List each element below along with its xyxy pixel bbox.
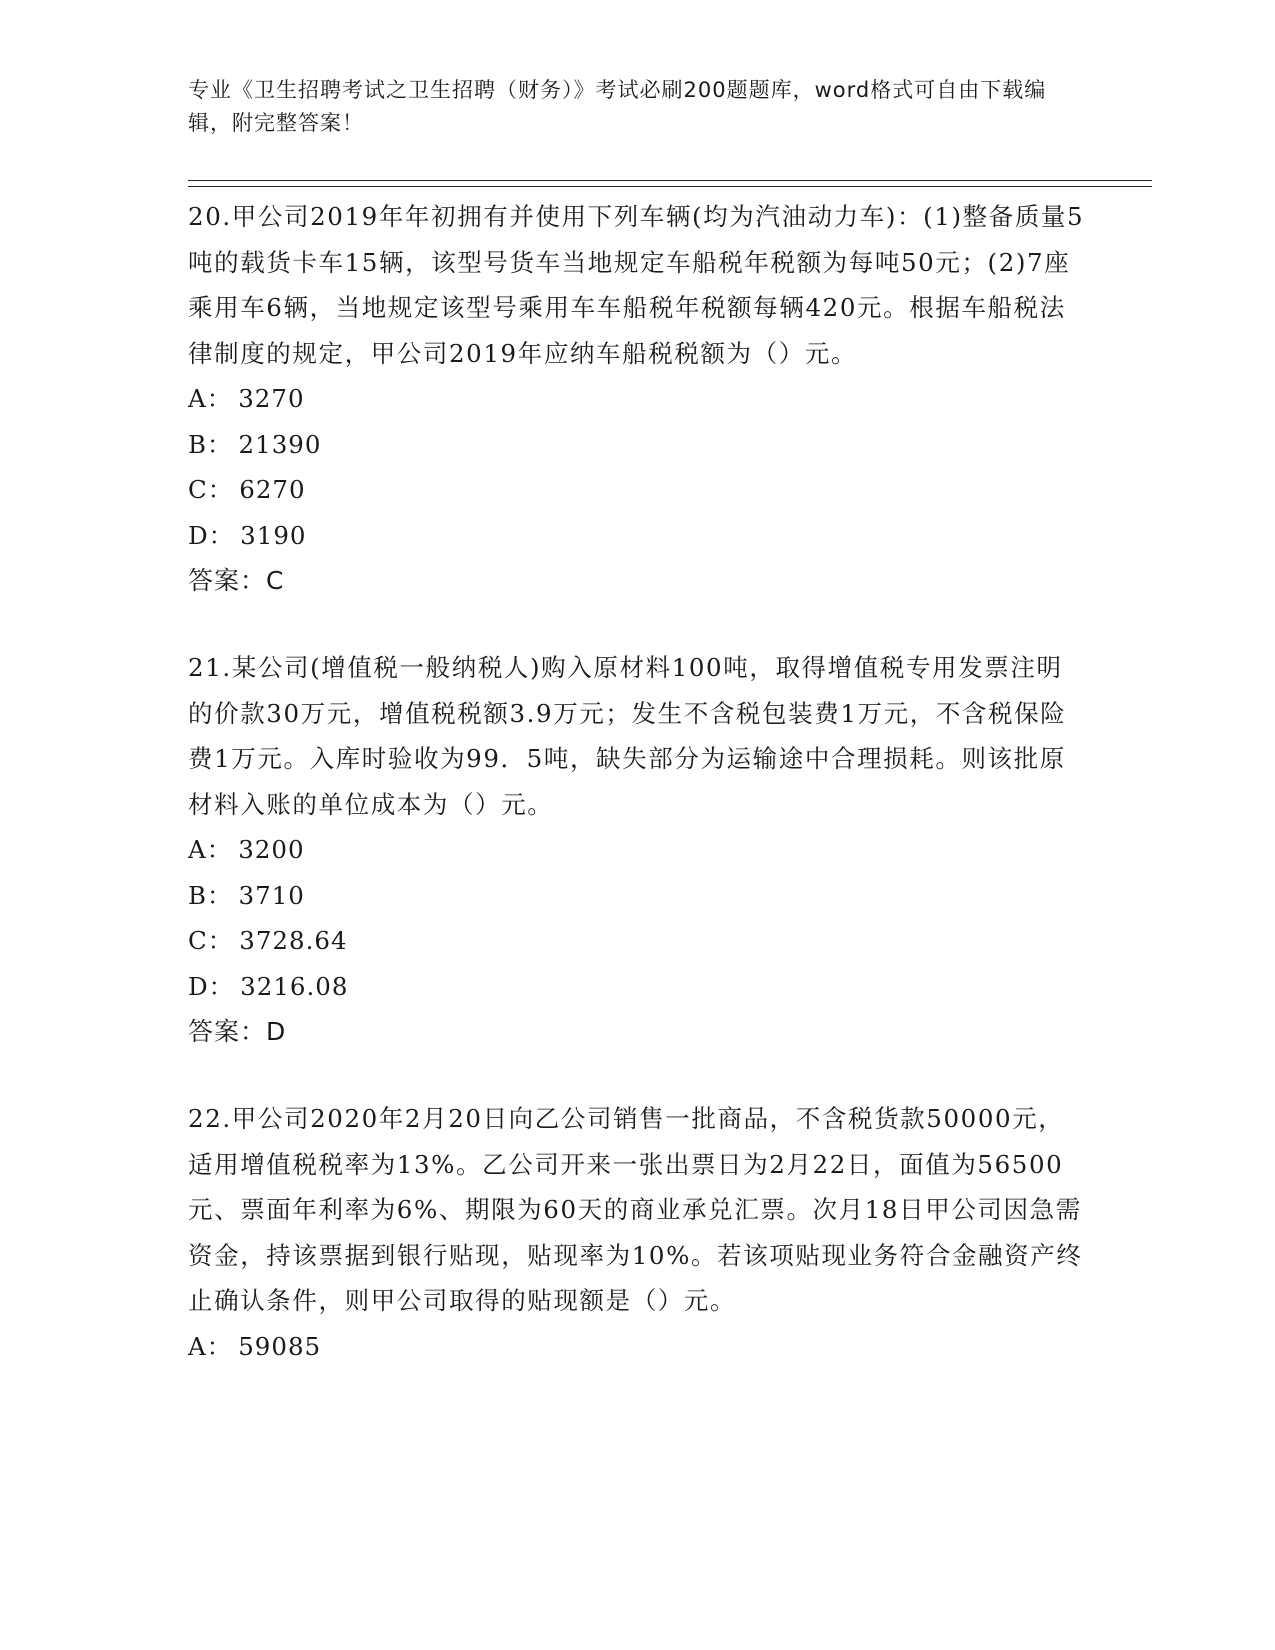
option-separator: ： [206, 384, 233, 413]
option-value: 3710 [238, 880, 305, 910]
answer-line: 答案：C [188, 566, 285, 595]
option-separator: ： [207, 880, 233, 910]
option-b [188, 422, 1088, 468]
header-divider-bottom [188, 186, 1152, 187]
option-separator: ： [207, 475, 234, 504]
question-list [188, 194, 1088, 1410]
option-label: C [188, 475, 208, 504]
option-label: A [188, 835, 207, 864]
option-separator: ： [207, 926, 234, 955]
option-d [188, 513, 1088, 559]
option-separator: ： [207, 429, 233, 459]
option-a [188, 1324, 1088, 1370]
option-separator: ： [208, 520, 235, 550]
option-b [188, 873, 1088, 919]
question-20 [188, 194, 1088, 604]
option-a [188, 827, 1088, 873]
question-stem: 21.某公司(增值税一般纳税人)购入原材料100吨，取得增值税专用发票注明的价款30万元，增值税税额3.9万元；发生不含税包装费1万元，不含税保险费1万元。入库时验收为99．5吨，缺失部分为运输途中合理损耗。则该批原材料入账的单位成本为（）元。 [188, 653, 1067, 819]
option-value: 3216.08 [240, 971, 349, 1001]
option-value: 59085 [238, 1331, 322, 1361]
option-label: A [188, 384, 207, 413]
option-a [188, 376, 1088, 422]
answer-line: 答案：D [188, 1017, 287, 1046]
header-divider-top [188, 180, 1152, 181]
option-value: 21390 [238, 429, 322, 459]
option-label: B [188, 880, 208, 910]
option-label: D [188, 971, 209, 1001]
option-value: 3200 [238, 835, 305, 864]
question-21 [188, 645, 1088, 1055]
option-value: 3190 [240, 520, 307, 550]
option-c [188, 467, 1088, 513]
option-separator: ： [206, 1331, 233, 1361]
option-c [188, 918, 1088, 964]
option-separator: ： [206, 835, 233, 864]
option-value: 3270 [238, 384, 305, 413]
option-d [188, 964, 1088, 1010]
question-stem: 20.甲公司2019年年初拥有并使用下列车辆(均为汽油动力车)：(1)整备质量5吨的载货卡车15辆，该型号货车当地规定车船税年税额为每吨50元；(2)7座乘用车6辆，当地规定该型号乘用车车船税年税额每辆420元。根据车船税法律制度的规定，甲公司2019年应纳车船税税额为（）元。 [188, 202, 1085, 368]
option-label: C [188, 926, 208, 955]
option-value: 6270 [239, 475, 306, 504]
option-value: 3728.64 [239, 926, 348, 955]
question-22 [188, 1096, 1088, 1369]
document-header: 专业《卫生招聘考试之卫生招聘（财务）》考试必刷200题题库，word格式可自由下载编辑，附完整答案！ [188, 78, 1047, 135]
option-separator: ： [208, 971, 235, 1001]
option-label: B [188, 429, 208, 459]
option-label: D [188, 520, 209, 550]
option-label: A [188, 1331, 207, 1361]
question-stem: 22.甲公司2020年2月20日向乙公司销售一批商品，不含税货款50000元，适用增值税税率为13%。乙公司开来一张出票日为2月22日，面值为56500元、票面年利率为6%、期限为60天的商业承兑汇票。次月18日甲公司因急需资金，持该票据到银行贴现，贴现率为10%。若该项贴现业务符合金融资产终止确认条件，则甲公司取得的贴现额是（）元。 [188, 1104, 1083, 1315]
